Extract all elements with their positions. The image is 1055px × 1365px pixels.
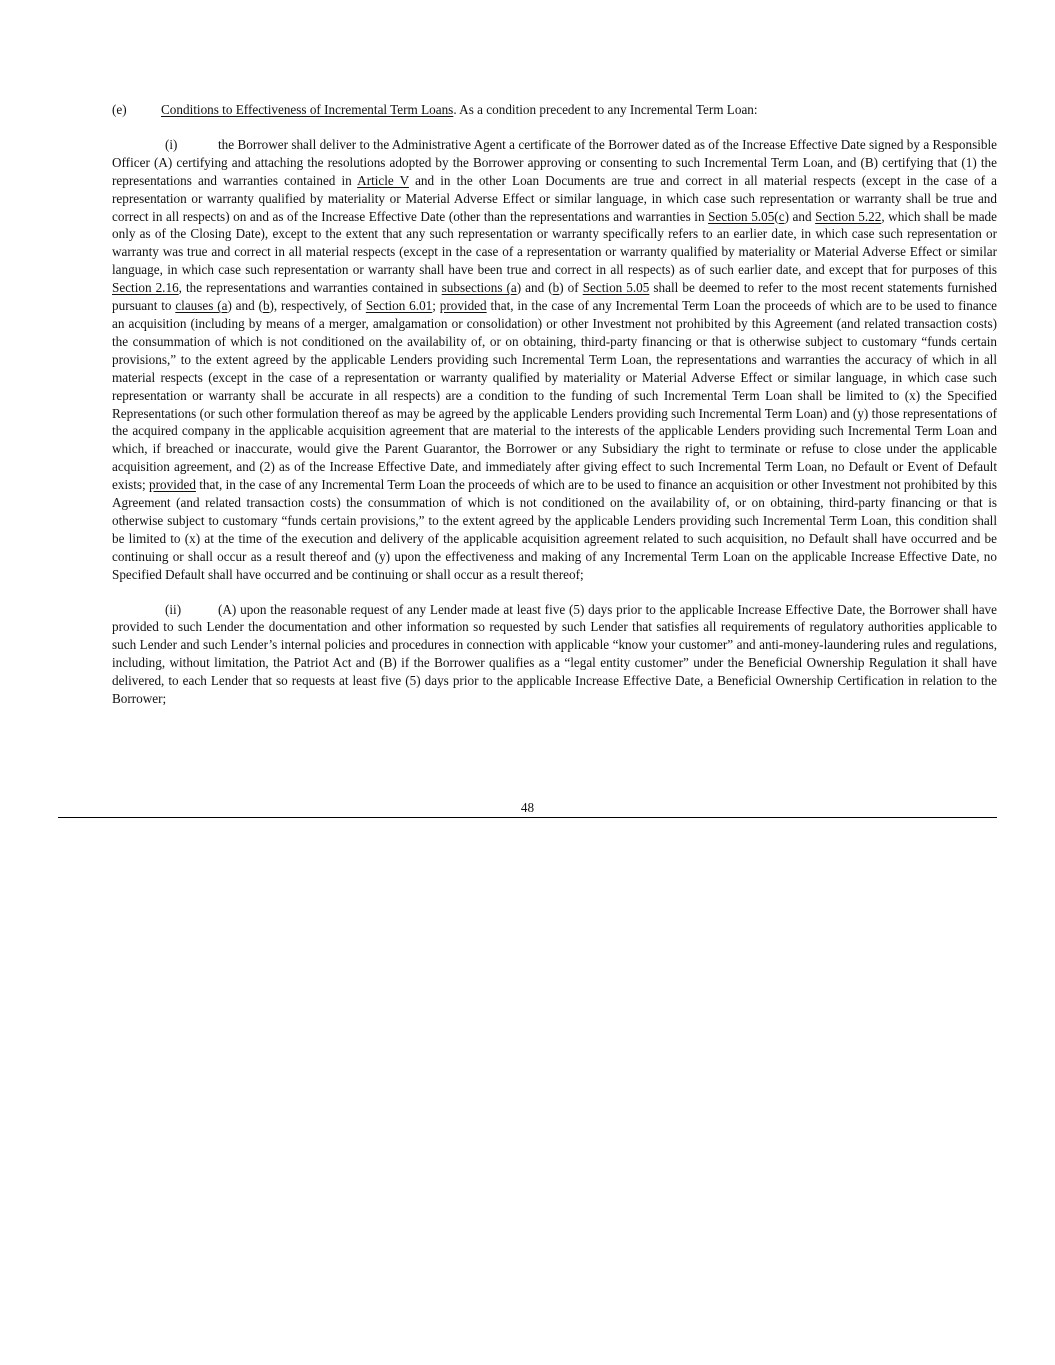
paragraph-i-number: (i)	[165, 136, 178, 152]
section-5-22-ref: Section 5.22	[815, 208, 882, 224]
section-5-05-ref: Section 5.05	[582, 280, 650, 296]
clauses-ref: clauses (	[175, 298, 222, 314]
paragraph-i-text: shall be deemed to refer to the most recent statements furnished pursuant to	[112, 280, 997, 314]
clause-c-ref: c	[778, 208, 785, 224]
paragraph-i-text: ) of	[559, 280, 583, 296]
paragraph-i-text: , the representations and warranties contained in	[178, 280, 442, 296]
paragraph-ii-text: (A) upon the reasonable request of any Lender made at least five (5) days prior to the applicable Increase Effective Date, the Borrower shall have provided to such Lender the documentation and other information so requested by such Lender that satisfies all requirements of regulatory authorities applicable to such Lender and such Lender’s internal policies and procedures in connection with applicable “know your customer” and anti-money-laundering rules and regulations, including, without limitation, the Patriot Act and (B) if the Borrower qualifies as a “legal entity customer” under the Beneficial Ownership Regulation it shall have delivered, to each Lender that so requests at least five (5) days prior to the applicable Increase Effective Date, a Beneficial Ownership Certification in relation to the Borrower;	[112, 601, 997, 707]
paragraph-i-text: that, in the case of any Incremental Term Loan the proceeds of which are to be used to finance an acquisition or other Investment not prohibited by this Agreement (and related transaction costs) the consummation of which is not conditioned on the availability of, or on obtaining, third-party financing or that is otherwise subject to customary “funds certain provisions,” to the extent agreed by the applicable Lenders providing such Incremental Term Loan, this condition shall be limited to (x) at the time of the execution and delivery of the applicable acquisition agreement related to such acquisition, no Default shall have occurred and be continuing or shall occur as a result thereof and (y) upon the effectiveness and making of any Incremental Term Loan on the applicable Increase Effective Date, no Specified Default shall have occurred and be continuing or shall occur as a result thereof;	[112, 477, 998, 582]
document-body	[112, 101, 997, 725]
section-5-05-ref: Section 5.05	[708, 208, 775, 224]
provided-term: provided	[149, 477, 196, 493]
paragraph-i-text: ) and (	[227, 298, 263, 314]
paragraph-i-text: ) and	[784, 208, 816, 224]
paragraph-i-text: that, in the case of any Incremental Term Loan the proceeds of which are to be used to finance an acquisition (including by means of a merger, amalgamation or consolidation) or other Investment not prohibited by this Agreement (and related transaction costs) the consummation of which is not conditioned on the availability of, or on obtaining, third-party financing or that is otherwise subject to customary “funds certain provisions,” to the extent agreed by the applicable Lenders providing such Incremental Term Loan, the representations and warranties the accuracy of which in all material respects (except in the case of a representation or warranty qualified by materiality or Material Adverse Effect or similar language, in which case such representation or warranty shall be accurate in all respects) are a condition to the funding of such Incremental Term Loan shall be limited to (x) the Specified Representations (or such other formulation thereof as may be agreed by the applicable Lenders providing such Incremental Term Loan) and (y) those representations of the acquired company in the applicable acquisition agreement that are material to the interests of the applicable Lenders providing such Incremental Term Loan and which, if breached or inaccurate, would give the Parent Guarantor, the Borrower or any Subsidiary the right to terminate or refuse to close under the applicable acquisition agreement, and (2) as of the Increase Effective Date, and immediately after giving effect to such Incremental Term Loan, no Default or Event of Default exists;	[112, 298, 997, 493]
section-e-title: Conditions to Effectiveness of Incremental Term Loans	[161, 102, 454, 117]
footer-divider	[58, 817, 997, 818]
paragraph-ii	[112, 601, 997, 708]
clause-b-ref: b	[552, 280, 560, 296]
paragraph-i-text: ;	[432, 298, 440, 314]
section-6-01-ref: Section 6.01	[365, 298, 433, 314]
section-e-number: (e)	[112, 102, 127, 117]
paragraph-i	[112, 136, 997, 584]
clause-a-ref: a	[510, 280, 517, 296]
clause-a-ref: a	[221, 298, 228, 314]
paragraph-ii-number: (ii)	[165, 601, 182, 617]
paragraph-i-text: ), respectively, of	[269, 298, 366, 314]
paragraph-i-text: (	[774, 208, 779, 224]
section-2-16-ref: Section 2.16	[112, 280, 179, 296]
page-number: 48	[520, 800, 535, 815]
paragraph-i-text: and in the other Loan Documents are true and correct in all material respects (except in the case of a representation or warranty qualified by materiality or Material Adverse Effect or similar language, in which case such representation or warranty shall be true and correct in all respects) on and as of the Increase Effective Date (other than the representations and warranties in	[112, 172, 997, 224]
paragraph-i-text: ) and (	[516, 280, 553, 296]
provided-term: provided	[439, 298, 487, 314]
section-e-heading	[112, 101, 997, 119]
paragraph-i-text: , which shall be made only as of the Closing Date), except to the extent that any such representation or warranty specifically refers to an earlier date, in which case such representation or warranty was true and correct in all material respects (except in the case of a representation or warranty qualified by materiality or Material Adverse Effect or similar language, in which case such representation or warranty shall have been true and correct in all respects) as of such earlier date, and except that for purposes of this	[112, 208, 998, 278]
paragraph-i-text: the Borrower shall deliver to the Administrative Agent a certificate of the Borrower dated as of the Increase Effective Date signed by a Responsible Officer (A) certifying and attaching the resolutions adopted by the Borrower approving or consenting to such Incremental Term Loan, and (B) certifying that (1) the representations and warranties contained in	[112, 136, 997, 188]
subsections-ref: subsections (	[441, 280, 511, 296]
section-e-intro: . As a condition precedent to any Incremental Term Loan:	[453, 102, 758, 117]
clause-b-ref: b	[262, 298, 270, 314]
article-v-ref: Article V	[357, 172, 409, 188]
